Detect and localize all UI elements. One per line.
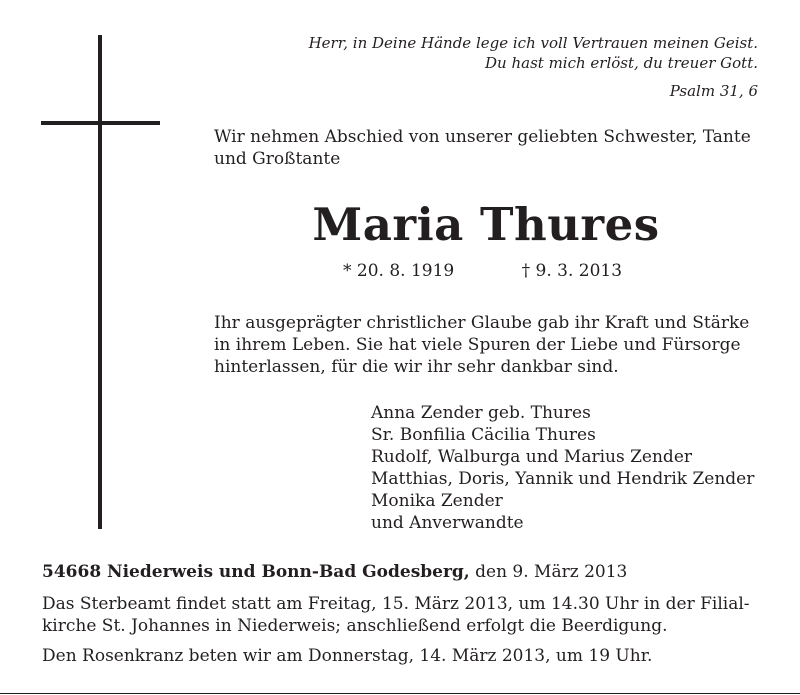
place-location: 54668 Niederweis und Bonn-Bad Godesberg, xyxy=(42,562,470,582)
bible-quote xyxy=(309,33,758,101)
funeral-info xyxy=(42,593,750,637)
mourner-entry: Rudolf, Walburga und Marius Zender xyxy=(371,447,692,467)
life-dates xyxy=(343,259,622,283)
deceased-name: Maria Thures xyxy=(312,198,660,251)
mourner-entry: Matthias, Doris, Yannik und Hendrik Zender xyxy=(371,469,755,489)
farewell-intro xyxy=(214,126,751,170)
tribute-line: in ihrem Leben. Sie hat viele Spuren der Liebe und Fürsorge xyxy=(214,335,741,355)
place-and-date xyxy=(42,561,627,583)
mourner-entry: Monika Zender xyxy=(371,491,503,511)
birth-date: * 20. 8. 1919 xyxy=(343,261,455,281)
tribute-line: hinterlassen, für die wir ihr sehr dankbar sind. xyxy=(214,357,619,377)
intro-line: und Großtante xyxy=(214,149,341,169)
rosary-info: Den Rosenkranz beten wir am Donnerstag, 14. März 2013, um 19 Uhr. xyxy=(42,646,653,666)
tribute-line: Ihr ausgeprägter christlicher Glaube gab ihr Kraft und Stärke xyxy=(214,313,750,333)
mourner-entry: Sr. Bonfilia Cäcilia Thures xyxy=(371,425,596,445)
death-date: † 9. 3. 2013 xyxy=(521,261,623,281)
intro-line: Wir nehmen Abschied von unserer geliebten Schwester, Tante xyxy=(214,127,751,147)
place-date: den 9. März 2013 xyxy=(475,562,628,582)
mourner-entry: und Anverwandte xyxy=(371,513,524,533)
quote-source: Psalm 31, 6 xyxy=(669,82,758,100)
tribute-text xyxy=(214,312,749,378)
cross-icon-bar xyxy=(41,121,160,125)
quote-line: Herr, in Deine Hände lege ich voll Vertrauen meinen Geist. xyxy=(308,34,758,52)
cross-icon xyxy=(98,35,102,529)
mourners-list xyxy=(371,402,754,534)
mourner-entry: Anna Zender geb. Thures xyxy=(371,403,591,423)
funeral-line: kirche St. Johannes in Niederweis; anschließend erfolgt die Beerdigung. xyxy=(42,616,668,636)
quote-line: Du hast mich erlöst, du treuer Gott. xyxy=(485,54,758,72)
funeral-line: Das Sterbeamt findet statt am Freitag, 15. März 2013, um 14.30 Uhr in der Filial- xyxy=(42,594,750,614)
